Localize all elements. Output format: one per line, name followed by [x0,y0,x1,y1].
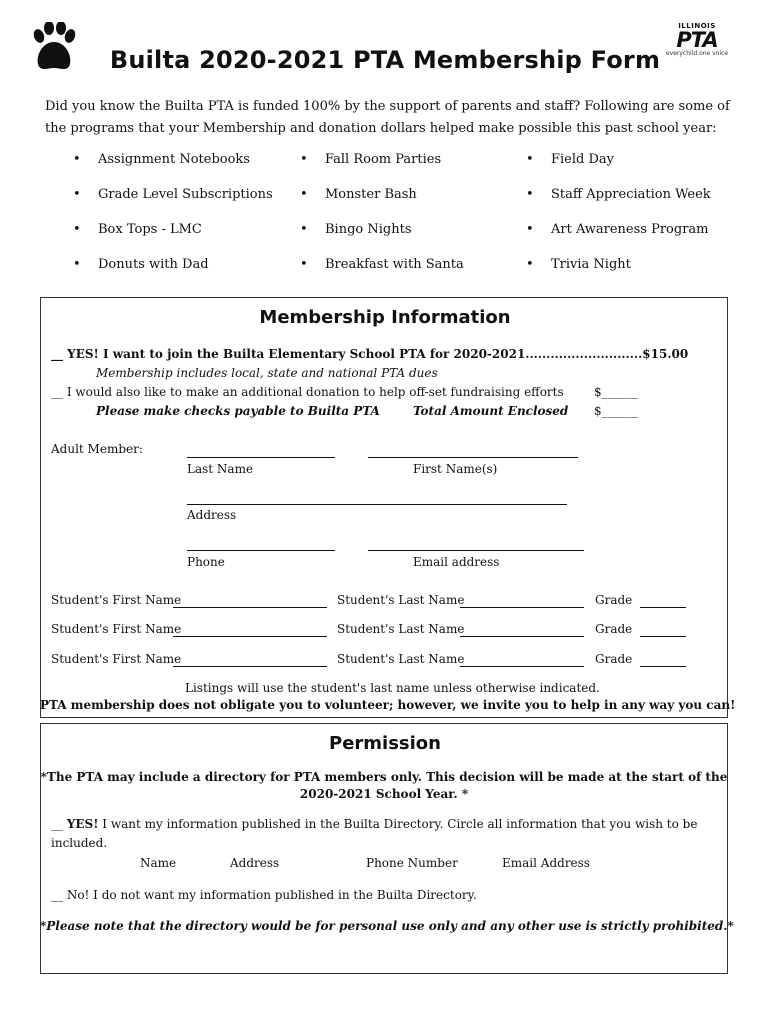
listings-note: Listings will use the student's last name unless otherwise indicated. [185,681,600,695]
page-title: Builta 2020-2021 PTA Membership Form [109,46,661,74]
student-last-name-field[interactable] [460,636,584,637]
address-field[interactable] [187,504,567,505]
logo-mark: PTA [676,28,718,52]
address-label: Address [187,508,237,522]
donation-line[interactable]: __ I would also like to make an additional donation to help off-set fundraising efforts [51,385,564,399]
option-address[interactable]: Address [230,856,280,870]
join-note: Membership includes local, state and national PTA dues [96,366,438,380]
grade-field[interactable] [640,607,686,608]
directory-note-line-1: *The PTA may include a directory for PTA members only. This decision will be made at the start of the [40,770,728,784]
student-first-name-field[interactable] [173,666,327,667]
student-first-name-label: Student's First Name [51,593,182,607]
directory-yes-option[interactable]: __ YES! I want my information published in the Builta Directory. Circle all information that you wish to be [51,817,698,831]
intro-paragraph: Did you know the Builta PTA is funded 100% by the support of parents and staff? Following are some of the programs that your Membership and donation dollars helped make possible this past school year: [45,99,730,136]
last-name-field[interactable] [187,457,335,458]
student-last-name-field[interactable] [460,607,584,608]
grade-label: Grade [595,593,633,607]
email-field[interactable] [368,550,584,551]
student-last-name-field[interactable] [460,666,584,667]
illinois-pta-logo [660,22,734,57]
directory-no-option[interactable]: __ No! I do not want my information published in the Builta Directory. [51,888,477,902]
option-name[interactable]: Name [140,856,177,870]
join-line[interactable]: __ YES! I want to join the Builta Elementary School PTA for 2020-2021............................$15.00 [51,347,689,361]
membership-heading: Membership Information [259,307,511,328]
first-name-field[interactable] [368,457,578,458]
student-first-name-label: Student's First Name [51,622,182,636]
student-first-name-field[interactable] [173,636,327,637]
adult-member-label: Adult Member: [51,442,143,456]
donation-amount-field[interactable]: $______ [594,385,638,399]
grade-label: Grade [595,622,633,636]
student-first-name-label: Student's First Name [51,652,182,666]
permission-heading: Permission [329,733,441,754]
phone-field[interactable] [187,550,335,551]
last-name-label: Last Name [187,462,254,476]
option-phone-number[interactable]: Phone Number [366,856,458,870]
student-last-name-label: Student's Last Name [337,622,465,636]
total-label: Total Amount Enclosed [413,404,569,418]
first-name-label: First Name(s) [413,462,498,476]
email-label: Email address [413,555,500,569]
volunteer-note: PTA membership does not obligate you to volunteer; however, we invite you to help in any way you can! [40,698,736,712]
checks-note: Please make checks payable to Builta PTA [96,404,380,418]
logo-state: ILLINOIS [678,22,716,30]
option-email-address[interactable]: Email Address [502,856,590,870]
student-first-name-field[interactable] [173,607,327,608]
total-amount-field[interactable]: $______ [594,404,638,418]
grade-field[interactable] [640,636,686,637]
student-last-name-label: Student's Last Name [337,652,465,666]
directory-final-note: *Please note that the directory would be for personal use only and any other use is strictly prohibited.* [40,919,734,933]
grade-field[interactable] [640,666,686,667]
permission-section [40,723,734,974]
directory-yes-continued: included. [51,836,108,850]
phone-label: Phone [187,555,225,569]
grade-label: Grade [595,652,633,666]
student-last-name-label: Student's Last Name [337,593,465,607]
directory-note-line-2: 2020-2021 School Year. * [299,787,469,801]
logo-tagline: everychild.one voice [665,50,729,57]
